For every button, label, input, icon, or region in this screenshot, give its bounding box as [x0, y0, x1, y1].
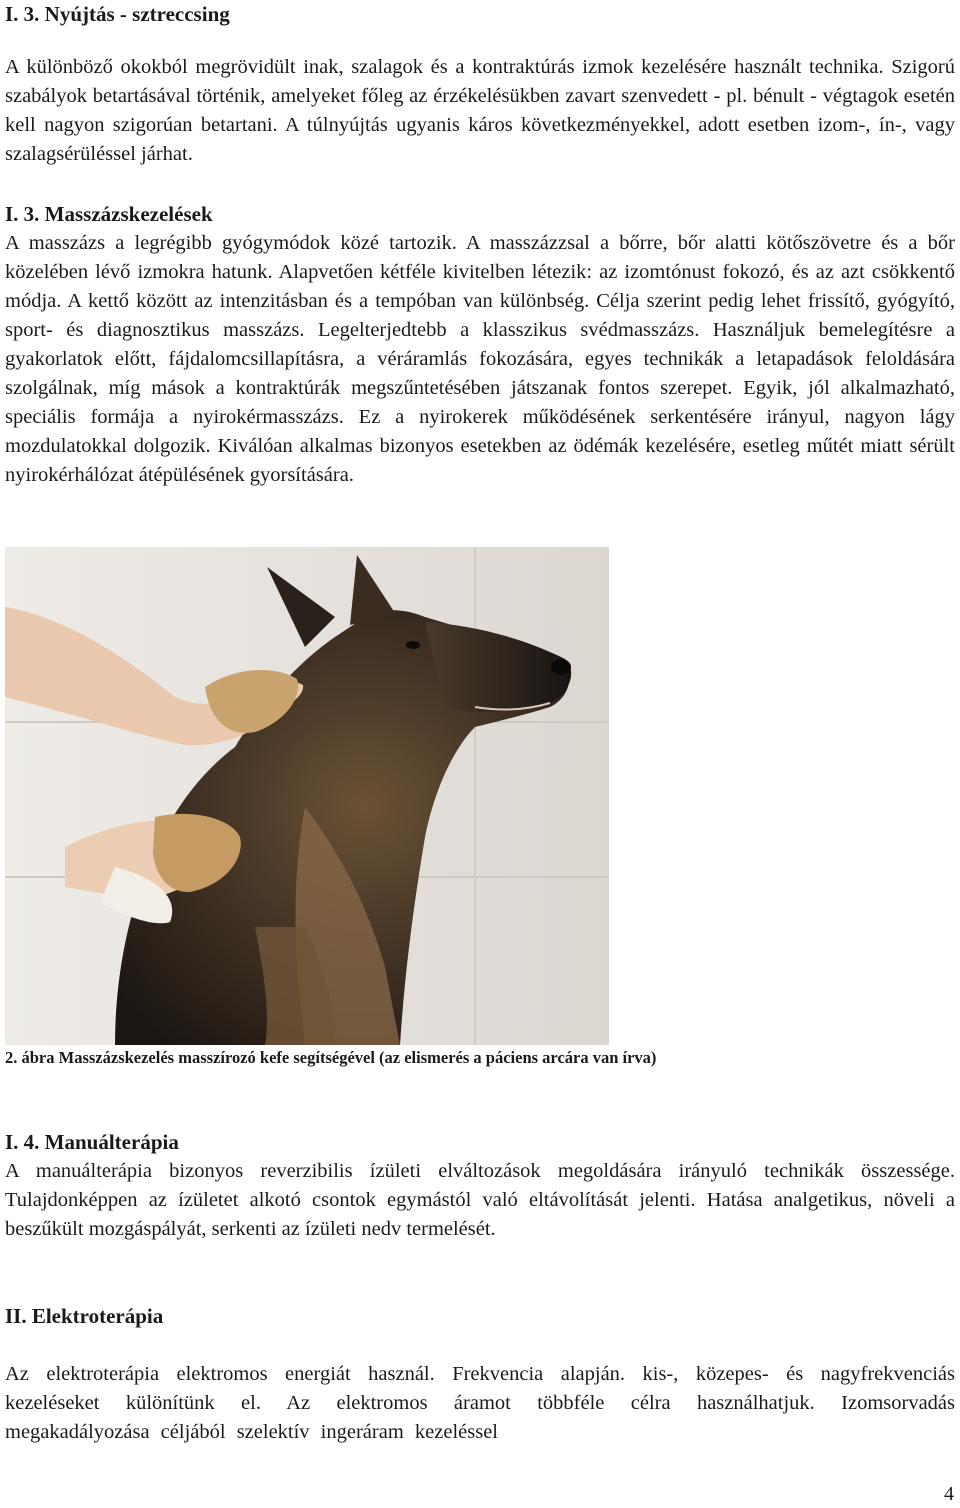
- figure-caption: 2. ábra Masszázskezelés masszírozó kefe segítségével (az elismerés a páciens arcára van írva): [5, 1048, 657, 1067]
- section-title-massage: I. 3. Masszázskezelések: [5, 202, 213, 226]
- page-number: 4: [944, 1483, 954, 1505]
- dog-massage-photo: [5, 547, 609, 1045]
- section-title-manual-therapy: I. 4. Manuálterápia: [5, 1130, 179, 1154]
- section-text-massage: A masszázs a legrégibb gyógymódok közé tartozik. A masszázzsal a bőrre, bőr alatti kötőszövetre és a bőr közelében lévő izmokra hatunk. Alapvetően kétféle kivitelben létezik: az izomtónust fokozó, és az azt csökkentő módja. A kettő között az intenzitásban és a tempóban van különbség. Célja szerint pedig lehet frissítő, gyógyító, sport- és diagnosztikus masszázs. Legelterjedtebb a klasszikus svédmasszázs. Használjuk bemelegítésre a gyakorlatok előtt, fájdalomcsillapításra, a véráramlás fokozására, egyes technikák a letapadások feloldására szolgálnak, míg mások a kontraktúrák megszűntetésében játszanak fontos szerepet. Egyik, jól alkalmazható, speciális formája a nyirokérmasszázs. Ez a nyirokerek működésének serkentésére irányul, nagyon lágy mozdulatokkal dolgozik. Kiválóan alkalmas bizonyos esetekben az ödémák kezelésére, esetleg műtét miatt sérült nyirokérhálózat átépülésének gyorsítására.: [5, 232, 955, 486]
- section-title-stretching: I. 3. Nyújtás - sztreccsing: [5, 2, 230, 26]
- section-text-stretching: A különböző okokból megrövidült inak, szalagok és a kontraktúrás izmok kezelésére használt technika. Szigorú szabályok betartásával történik, amelyeket főleg az érzékelésükben zavart szenvedett - pl. bénult - végtagok esetén kell nagyon szigorúan betartani. A túlnyújtás ugyanis káros következményekkel, adott esetben izom-, ín-, vagy szalagsérüléssel járhat.: [5, 56, 955, 165]
- section-title-electrotherapy: II. Elektroterápia: [5, 1304, 164, 1328]
- section-text-manual-therapy: A manuálterápia bizonyos reverzibilis ízületi elváltozások megoldására irányuló technikák összessége. Tulajdonképpen az ízületet alkotó csontok egymástól való eltávolítását jelenti. Hatása analgetikus, növeli a beszűkült mozgáspályát, serkenti az ízületi nedv termelését.: [5, 1160, 955, 1240]
- section-text-electrotherapy: Az elektroterápia elektromos energiát használ. Frekvencia alapján. kis-, közepes- és nagyfrekvenciás kezeléseket különítünk el. Az elektromos áramot többféle célra használhatjuk. Izomsorvadás megakadályozása céljából szelektív ingeráram kezeléssel: [5, 1363, 955, 1443]
